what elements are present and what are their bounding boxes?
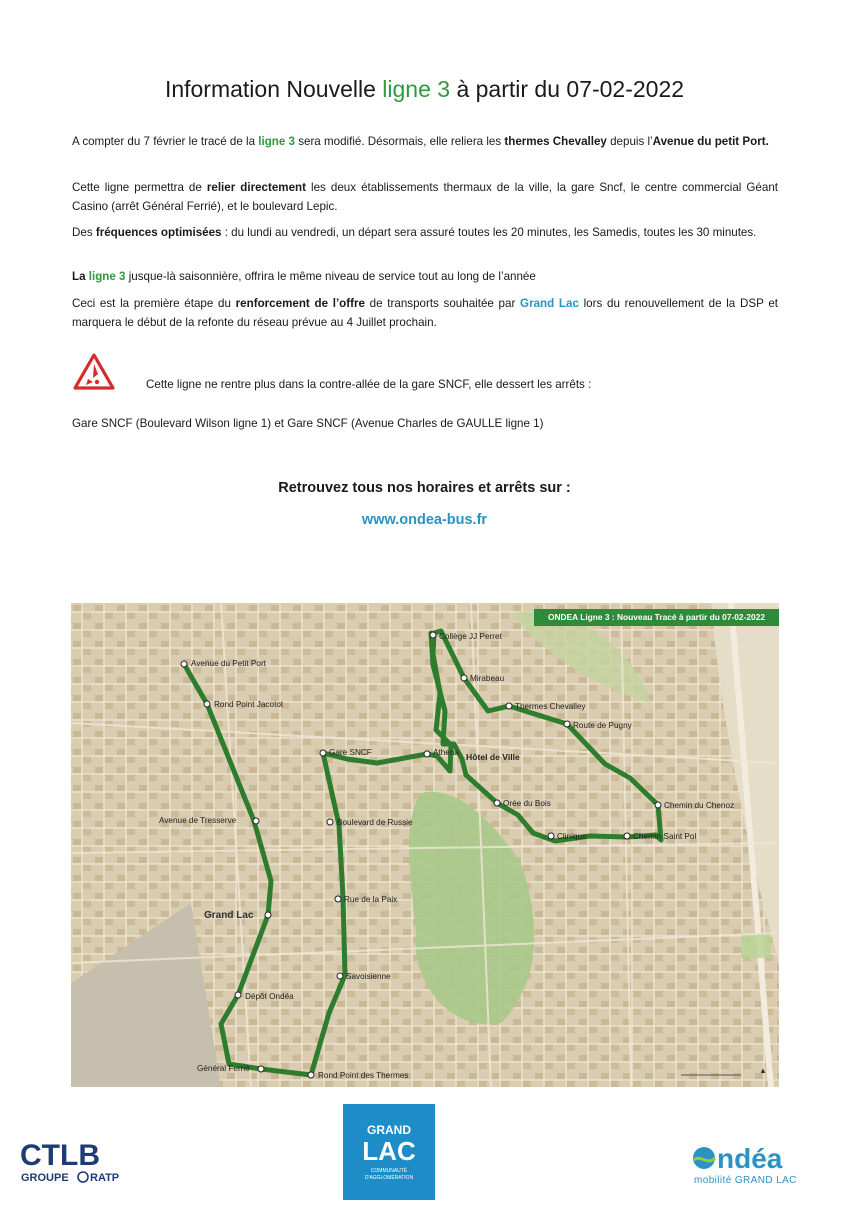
ondea-logo — [690, 1138, 820, 1188]
stop-clinique[interactable]: Clinique — [557, 832, 587, 841]
grandlac-sub1: COMMUNAUTÉ — [370, 1168, 408, 1174]
p1-avenue: Avenue du petit Port. — [652, 135, 769, 148]
p4-text-1: La — [72, 270, 89, 283]
stop-rond-point-jacotot[interactable]: Rond Point Jacotot — [214, 700, 284, 709]
p3-text-3: : du lundi au vendredi, un départ sera assuré toutes les 20 minutes, les Samedis, toutes les 30 minutes. — [221, 226, 757, 239]
route-map[interactable] — [71, 603, 779, 1087]
ctlb-logo — [20, 1137, 140, 1187]
p1-text-1: A compter du 7 février le tracé de la — [72, 135, 259, 148]
stop-mirabeau[interactable]: Mirabeau — [470, 674, 505, 683]
warning-icon — [72, 352, 116, 392]
stop-boulevard-russie[interactable]: Boulevard de Russie — [337, 818, 413, 827]
title-suffix: à partir du 07-02-2022 — [450, 76, 685, 102]
paragraph-first-step — [72, 294, 778, 332]
p2-bold: relier directement — [206, 181, 306, 194]
ctlb-group: GROUPE — [21, 1172, 69, 1184]
stop-chemin-chenoz[interactable]: Chemin du Chenoz — [664, 801, 735, 810]
grandlac-line1: GRAND — [367, 1123, 411, 1137]
stop-college-perret[interactable]: Collège JJ Perret — [439, 632, 502, 641]
p3-text-1: Des — [72, 226, 96, 239]
stop-rue-paix[interactable]: Rue de la Paix — [344, 895, 398, 904]
stop-avenue-tresserve[interactable]: Avenue de Tresserve — [159, 816, 237, 825]
stop-chemin-saint-pol[interactable]: Chemin Saint Pol — [633, 832, 697, 841]
p1-thermes: thermes Chevalley — [504, 135, 607, 148]
ondea-name: ndéa — [717, 1143, 783, 1174]
paragraph-connection — [72, 178, 778, 216]
p3-bold: fréquences optimisées — [95, 226, 222, 239]
stop-savoisienne[interactable]: Savoisienne — [346, 972, 391, 981]
grandlac-sub2: D'AGGLOMÉRATION — [364, 1175, 414, 1181]
paragraph-yearround — [72, 267, 778, 286]
warning-text: Cette ligne ne rentre plus dans la contre-allée de la gare SNCF, elle dessert les arrêts : — [146, 378, 592, 391]
stop-athena[interactable]: Athena — [433, 748, 459, 757]
stop-gare-sncf[interactable]: Gare SNCF — [329, 748, 372, 757]
grand-lac-logo — [343, 1104, 435, 1200]
ctlb-ratp: RATP — [90, 1172, 120, 1184]
paragraph-frequency — [72, 223, 778, 242]
p1-text-5: depuis l’ — [606, 135, 653, 148]
ratp-icon — [78, 1172, 88, 1182]
p5-bold: renforcement de l’offre — [235, 297, 365, 310]
p1-text-3: sera modifié. Désormais, elle reliera les — [294, 135, 505, 148]
title-prefix: Information Nouvelle — [164, 76, 383, 102]
stop-rond-point-thermes[interactable]: Rond Point des Thermes — [318, 1071, 409, 1080]
title-line: ligne 3 — [382, 76, 451, 102]
place-hotel-de-ville: Hôtel de Ville — [466, 752, 520, 762]
p5-text-5: lors du renouvellement de la DSP et marquera le début de la refonte du réseau prévue au 4 Juillet prochain. — [72, 297, 778, 329]
website-link[interactable]: www.ondea-bus.fr — [361, 512, 488, 528]
stop-general-ferrie[interactable]: Général Ferrié — [197, 1064, 250, 1073]
place-grand-lac: Grand Lac — [204, 910, 254, 921]
stop-thermes-chevalley[interactable]: Thermes Chevalley — [515, 702, 586, 711]
stop-oree-bois[interactable]: Orée du Bois — [503, 799, 551, 808]
p4-line-ref: ligne 3 — [88, 270, 126, 283]
stop-depot-ondea[interactable]: Dépôt Ondéa — [245, 992, 294, 1001]
gare-stops-text: Gare SNCF (Boulevard Wilson ligne 1) et Gare SNCF (Avenue Charles de GAULLE ligne 1) — [72, 417, 544, 430]
grandlac-line2: LAC — [362, 1136, 416, 1166]
p5-text-1: Ceci est la première étape du — [72, 297, 236, 310]
stop-avenue-petit-port[interactable]: Avenue du Petit Port — [191, 659, 266, 668]
p2-text-3: les deux établissements thermaux de la ville, la gare Sncf, le centre commercial Géant Casino (arrêt Général Ferrié), et le boulevard Lepic. — [72, 181, 778, 213]
p5-text-3: de transports souhaitée par — [364, 297, 521, 310]
map-banner: ONDEA Ligne 3 : Nouveau Tracé à partir du 07-02-2022 — [534, 609, 779, 626]
p1-line-ref: ligne 3 — [258, 135, 295, 148]
p5-grand-lac: Grand Lac — [520, 297, 579, 310]
cta-heading: Retrouvez tous nos horaires et arrêts sur : — [278, 480, 571, 496]
paragraph-new-route — [72, 132, 778, 151]
stop-route-pugny[interactable]: Route de Pugny — [573, 721, 632, 730]
page-title — [0, 76, 849, 103]
north-arrow-icon: ▲ — [759, 1066, 767, 1075]
ctlb-name: CTLB — [20, 1139, 100, 1172]
p4-text-3: jusque-là saisonnière, offrira le même niveau de service tout au long de l’année — [125, 270, 536, 283]
ondea-sub: mobilité GRAND LAC — [694, 1175, 797, 1186]
p2-text-1: Cette ligne permettra de — [72, 181, 207, 194]
